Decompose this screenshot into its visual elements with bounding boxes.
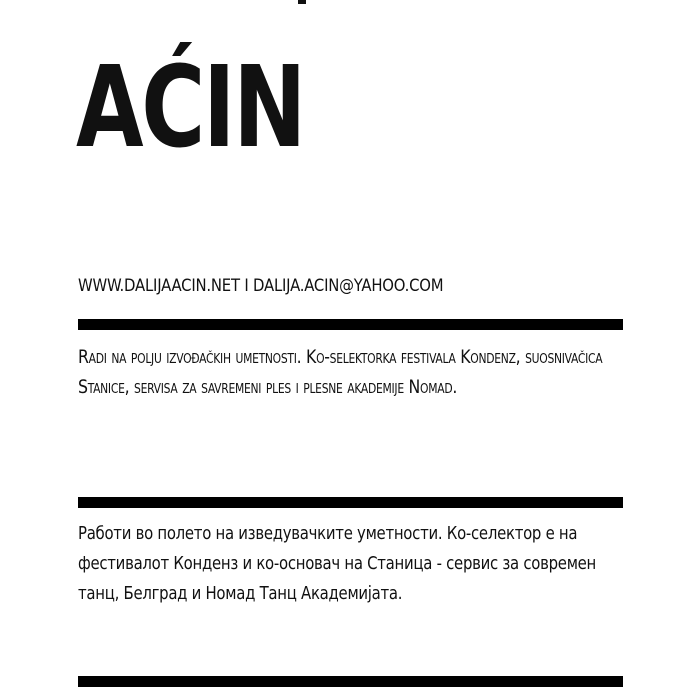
bio-serbian: Radi na polju izvođačkih umetnosti. Ko-selektorka festivala Kondenz, suosnivačica Stanice, servisa za savremeni ples i plesne akademije Nomad. (78, 346, 603, 398)
divider-rule (78, 319, 623, 330)
bio-macedonian: Работи во полето на изведувачките уметности. Ко-селектор е на фестивалот Конденз и ко-основач на Станица - сервис за современ танц, Белград и Номад Танц Академијата. (78, 523, 597, 604)
divider-rule (78, 676, 623, 687)
surname-heading: AĆIN (76, 43, 304, 173)
contact-line: WWW.DALIJAACIN.NET I DALIJA.ACIN@YAHOO.COM (78, 276, 444, 295)
divider-rule (78, 497, 623, 508)
cropped-text-fragment (298, 0, 306, 4)
